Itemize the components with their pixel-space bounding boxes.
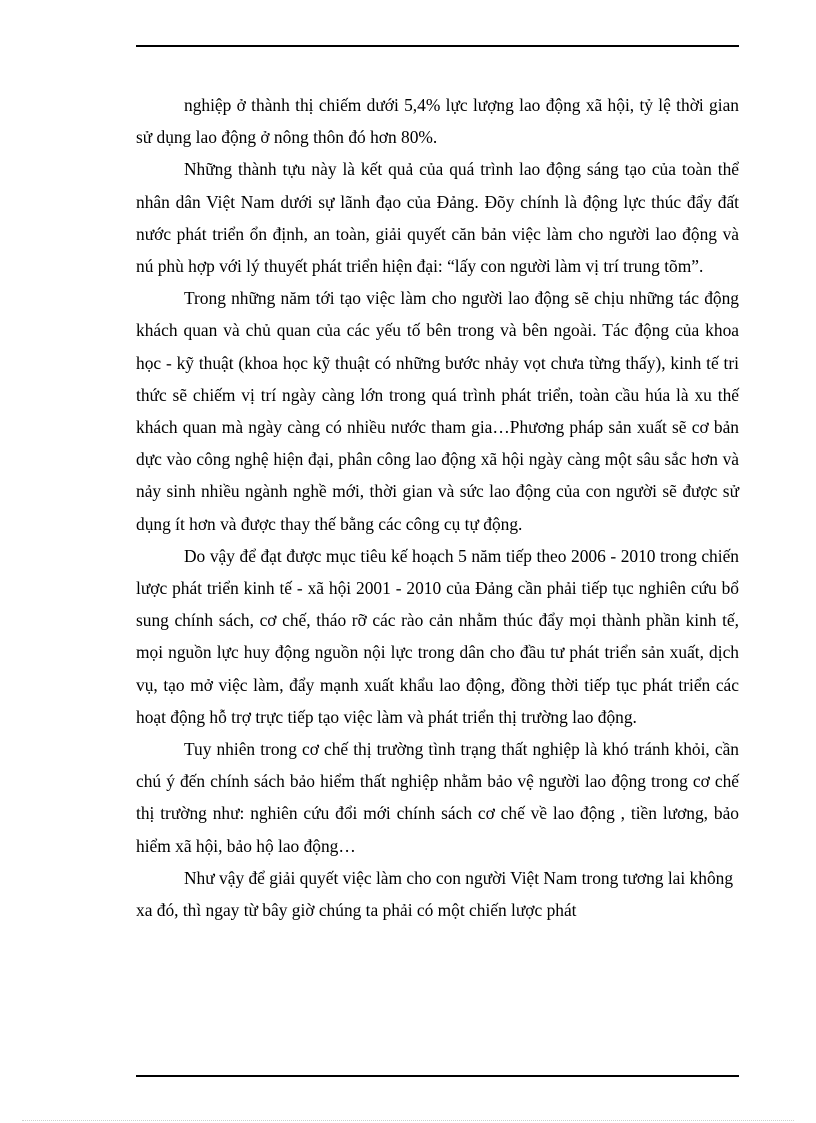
paragraph-4: Do vậy để đạt được mục tiêu kế hoạch 5 năm tiếp theo 2006 - 2010 trong chiến lược phát triển kinh tế - xã hội 2001 - 2010 của Đảng cần phải tiếp tục nghiên cứu bổ sung chính sách, cơ chế, tháo rỡ các rào cản nhằm thúc đẩy mọi thành phần kinh tế, mọi nguồn lực huy động nguồn nội lực trong dân cho đầu tư phát triển sản xuất, dịch vụ, tạo mở việc làm, đẩy mạnh xuất khẩu lao động, đồng thời tiếp tục phát triển các hoạt động hỗ trợ trực tiếp tạo việc làm và phát triển thị trường lao động. (136, 545, 739, 727)
paragraph-1: nghiệp ở thành thị chiếm dưới 5,4% lực lượng lao động xã hội, tỷ lệ thời gian sử dụng lao động ở nông thôn đó hơn 80%. (136, 95, 739, 148)
paragraph-3: Trong những năm tới tạo việc làm cho người lao động sẽ chịu những tác động khách quan và chủ quan của các yếu tố bên trong và bên ngoài. Tác động của khoa học - kỹ thuật (khoa học kỹ thuật có những bước nhảy vọt chưa từng thấy), kinh tế tri thức sẽ chiếm vị trí ngày càng lớn trong quá trình phát triển, toàn cầu húa là xu thế khách quan mà ngày càng có nhiều nước tham gia…Phương pháp sản xuất sẽ cơ bản dực vào công nghệ hiện đại, phân công lao động xã hội ngày càng một sâu sắc hơn và nảy sinh nhiều ngành nghề mới, thời gian và sức lao động của con người sẽ được sử dụng ít hơn và được thay thế bằng các công cụ tự động. (136, 288, 739, 534)
paragraph-2: Những thành tựu này là kết quả của quá trình lao động sáng tạo của toàn thể nhân dân Việt Nam dưới sự lãnh đạo của Đảng. Đõy chính là động lực thúc đẩy đất nước phát triển ổn định, an toàn, giải quyết căn bản việc làm cho người lao động và nú phù hợp với lý thuyết phát triển hiện đại: “lấy con người làm vị trí trung tõm”. (136, 159, 739, 277)
paragraph-6: Như vậy để giải quyết việc làm cho con người Việt Nam trong tương lai không xa đó, thì ngay từ bây giờ chúng ta phải có một chiến lược phát (136, 867, 734, 921)
document-body (136, 89, 739, 926)
header-rule (136, 45, 739, 47)
footer-rule (136, 1075, 739, 1077)
paragraph-5: Tuy nhiên trong cơ chế thị trường tình trạng thất nghiệp là khó tránh khỏi, cần chú ý đến chính sách bảo hiểm thất nghiệp nhằm bảo vệ người lao động trong cơ chế thị trường như: nghiên cứu đổi mới chính sách cơ chế về lao động , tiền lương, bảo hiểm xã hội, bảo hộ lao động… (136, 739, 739, 856)
page-edge-divider (22, 1120, 794, 1121)
